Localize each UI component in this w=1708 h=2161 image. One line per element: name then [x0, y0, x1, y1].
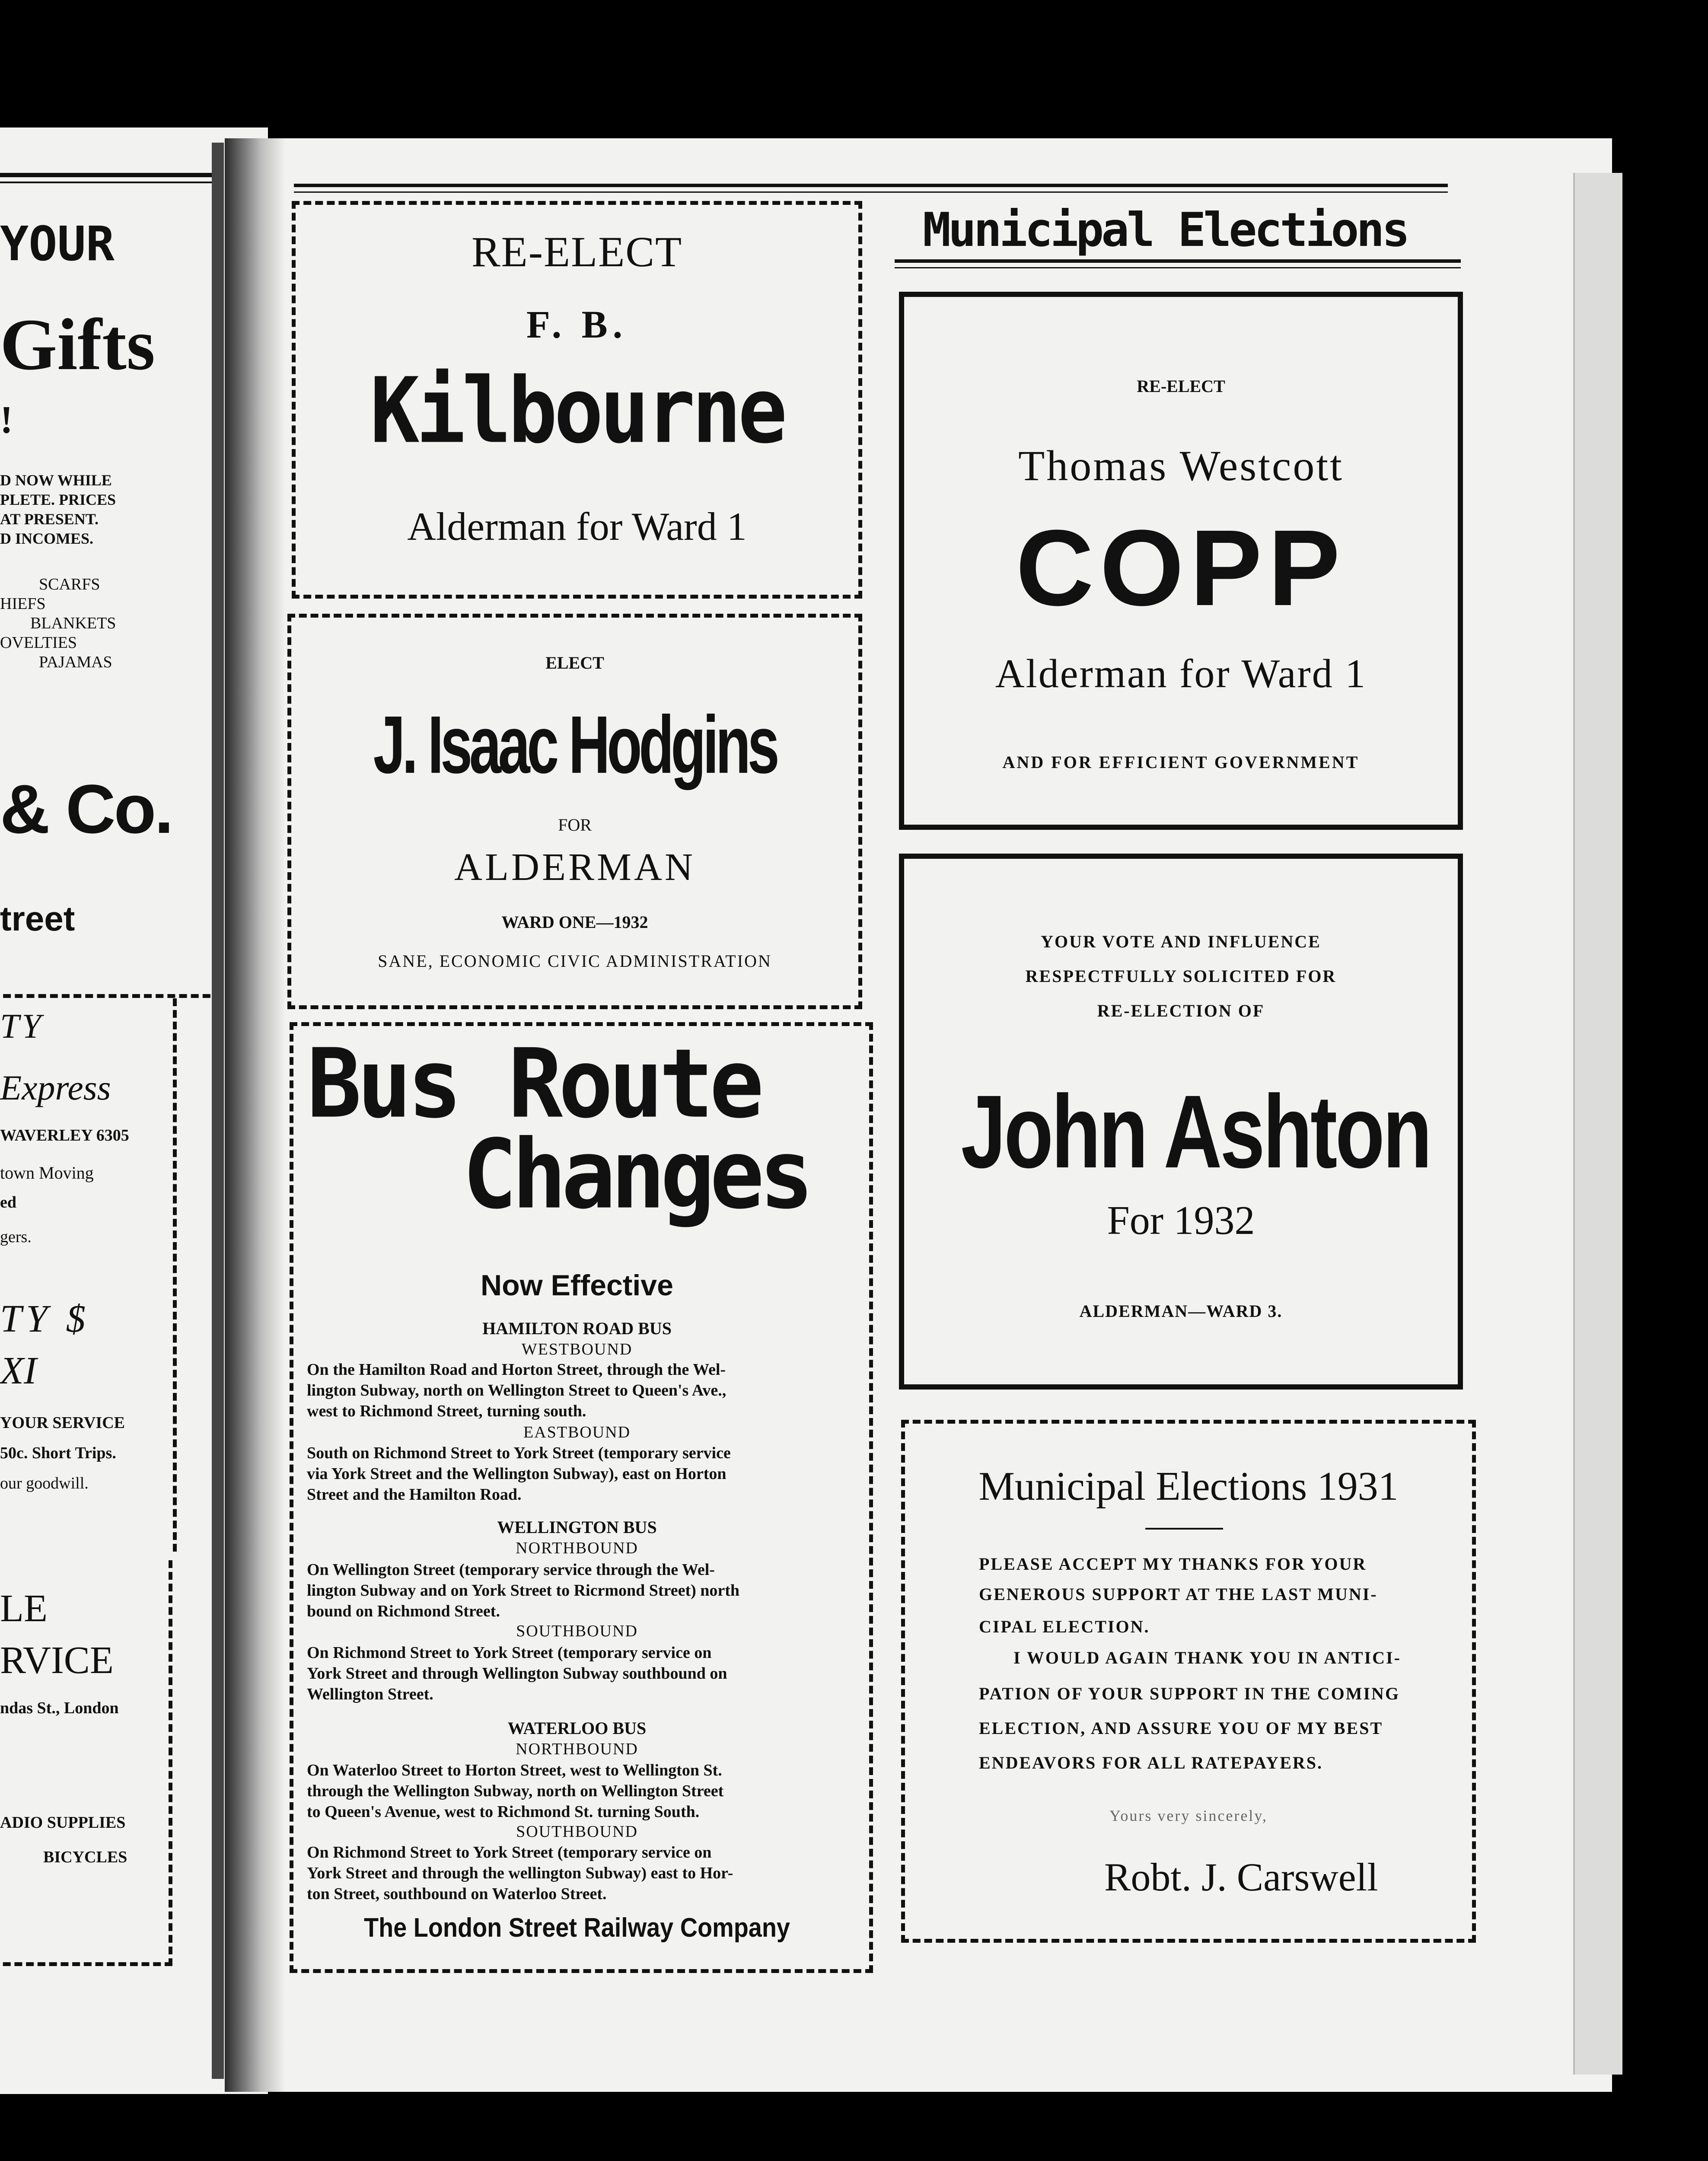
kilbourne-name: Kilbourne — [370, 358, 784, 464]
carswell-text: CIPAL ELECTION. — [979, 1617, 1150, 1636]
wellington-south-text: On Richmond Street to York Street (temporary service on — [307, 1644, 712, 1662]
hodgins-for: FOR — [558, 815, 592, 835]
left-text: AT PRESENT. — [0, 510, 99, 528]
waterloo-south-text: ton Street, southbound on Waterloo Street. — [307, 1885, 607, 1903]
left-text: ADIO SUPPLIES — [0, 1814, 126, 1832]
copp-surname: COPP — [1016, 507, 1346, 628]
header-rule — [895, 267, 1461, 268]
left-text: YOUR — [0, 216, 115, 271]
ashton-line2: RESPECTFULLY SOLICITED FOR — [1025, 966, 1337, 986]
left-text: OVELTIES — [0, 634, 77, 652]
bus-title-line1: Bus Route — [307, 1028, 760, 1140]
left-text: HIEFS — [0, 595, 46, 613]
top-rule — [877, 191, 1448, 193]
wellington-southbound: SOUTHBOUND — [516, 1622, 638, 1640]
hamilton-west-text: On the Hamilton Road and Horton Street, through the Wel- — [307, 1361, 726, 1379]
hodgins-ward: WARD ONE—1932 — [501, 912, 648, 932]
ashton-line1: YOUR VOTE AND INFLUENCE — [1041, 932, 1321, 951]
left-page-rule — [0, 173, 218, 177]
carswell-text: ENDEAVORS FOR ALL RATEPAYERS. — [979, 1753, 1323, 1772]
ashton-year: For 1932 — [1107, 1198, 1255, 1243]
left-text: & Co. — [0, 770, 172, 848]
left-text: PAJAMAS — [39, 653, 112, 671]
left-text: PLETE. PRICES — [0, 491, 116, 508]
left-text: TY — [0, 1007, 44, 1045]
left-text: gers. — [0, 1228, 32, 1246]
left-text: treet — [0, 899, 75, 938]
left-text: D INCOMES. — [0, 530, 94, 547]
hamilton-east-text: via York Street and the Wellington Subway), east on Horton — [307, 1465, 727, 1483]
wellington-north-text: bound on Richmond Street. — [307, 1602, 500, 1620]
carswell-text: GENEROUS SUPPORT AT THE LAST MUNI- — [979, 1584, 1378, 1604]
top-rule — [294, 191, 877, 193]
hamilton-westbound: WESTBOUND — [521, 1340, 633, 1358]
left-text: SCARFS — [39, 575, 100, 593]
bus-title-line2: Changes — [462, 1119, 809, 1230]
header-rule — [895, 259, 1461, 263]
left-text: BICYCLES — [43, 1848, 127, 1866]
hodgins-office: ALDERMAN — [454, 846, 695, 889]
left-text: LE — [0, 1587, 48, 1630]
carswell-signature: Robt. J. Carswell — [1104, 1855, 1378, 1899]
column-header: Municipal Elections — [923, 203, 1408, 257]
waterloo-north-text: On Waterloo Street to Horton Street, west to Wellington St. — [307, 1761, 722, 1779]
hodgins-slogan: SANE, ECONOMIC CIVIC ADMINISTRATION — [378, 951, 772, 971]
hodgins-name: J. Isaac Hodgins — [373, 699, 777, 791]
left-text: RVICE — [0, 1639, 114, 1682]
waterloo-northbound: NORTHBOUND — [516, 1740, 638, 1758]
kilbourne-office: Alderman for Ward 1 — [407, 504, 747, 548]
carswell-title: Municipal Elections 1931 — [978, 1464, 1399, 1509]
carswell-closing: Yours very sincerely, — [1109, 1807, 1268, 1824]
left-text: D NOW WHILE — [0, 472, 112, 489]
wellington-south-text: York Street and through Wellington Subway southbound on — [307, 1664, 727, 1683]
wellington-northbound: NORTHBOUND — [516, 1539, 638, 1557]
copp-re-elect: RE-ELECT — [1137, 376, 1225, 396]
top-rule — [877, 184, 1448, 187]
left-text: town Moving — [0, 1163, 94, 1182]
waterloo-south-text: On Richmond Street to York Street (temporary service on — [307, 1843, 712, 1861]
wellington-north-text: lington Subway and on York Street to Ricrmond Street) north — [307, 1581, 740, 1600]
hamilton-east-text: Street and the Hamilton Road. — [307, 1485, 522, 1504]
hamilton-heading: HAMILTON ROAD BUS — [482, 1319, 672, 1338]
copp-office: Alderman for Ward 1 — [995, 651, 1367, 696]
left-text: ndas St., London — [0, 1699, 119, 1717]
left-text: ! — [0, 398, 13, 441]
hodgins-elect: ELECT — [545, 653, 604, 673]
spine-shadow — [225, 138, 285, 2092]
waterloo-south-text: York Street and through the wellington Subway) east to Hor- — [307, 1864, 733, 1882]
wellington-south-text: Wellington Street. — [307, 1685, 433, 1703]
top-rule — [294, 184, 877, 187]
kilbourne-re-elect: RE-ELECT — [471, 228, 683, 276]
left-text: WAVERLEY 6305 — [0, 1126, 129, 1144]
waterloo-north-text: to Queen's Avenue, west to Richmond St. turning South. — [307, 1803, 700, 1821]
left-text: XI — [0, 1349, 37, 1392]
copp-first-names: Thomas Westcott — [1018, 442, 1344, 490]
left-text: Express — [0, 1068, 111, 1107]
waterloo-north-text: through the Wellington Subway, north on Wellington Street — [307, 1782, 724, 1800]
page-edge — [1573, 173, 1622, 2075]
carswell-text: PATION OF YOUR SUPPORT IN THE COMING — [979, 1684, 1400, 1703]
carswell-text: I WOULD AGAIN THANK YOU IN ANTICI- — [1013, 1648, 1401, 1667]
left-text: YOUR SERVICE — [0, 1414, 125, 1432]
ashton-name: John Ashton — [961, 1074, 1430, 1189]
left-text: Gifts — [0, 304, 155, 385]
copp-tagline: AND FOR EFFICIENT GOVERNMENT — [1002, 752, 1360, 772]
carswell-text: PLEASE ACCEPT MY THANKS FOR YOUR — [979, 1554, 1367, 1574]
left-text: TY $ — [0, 1297, 90, 1340]
left-text: 50c. Short Trips. — [0, 1444, 116, 1462]
wellington-north-text: On Wellington Street (temporary service through the Wel- — [307, 1561, 715, 1579]
hamilton-west-text: west to Richmond Street, turning south. — [307, 1402, 586, 1420]
bus-subtitle: Now Effective — [481, 1269, 673, 1302]
ashton-office: ALDERMAN—WARD 3. — [1079, 1301, 1283, 1321]
hamilton-west-text: lington Subway, north on Wellington Street to Queen's Ave., — [307, 1381, 727, 1399]
ashton-line3: RE-ELECTION OF — [1097, 1001, 1265, 1020]
wellington-heading: WELLINGTON BUS — [497, 1517, 657, 1537]
left-text: ed — [0, 1193, 16, 1211]
kilbourne-initials: F. B. — [526, 303, 628, 346]
waterloo-southbound: SOUTHBOUND — [516, 1823, 638, 1841]
waterloo-heading: WATERLOO BUS — [507, 1718, 647, 1738]
left-text: BLANKETS — [30, 614, 116, 632]
left-page-rule — [0, 182, 218, 183]
hamilton-east-text: South on Richmond Street to York Street (temporary service — [307, 1444, 731, 1462]
hodgins-ad — [287, 614, 862, 1009]
page-gutter — [212, 143, 224, 2079]
hamilton-eastbound: EASTBOUND — [523, 1423, 631, 1441]
left-text: our goodwill. — [0, 1474, 89, 1492]
carswell-divider — [1145, 1528, 1223, 1530]
carswell-text: ELECTION, AND ASSURE YOU OF MY BEST — [979, 1718, 1383, 1738]
bus-signature: The London Street Railway Company — [364, 1913, 790, 1943]
